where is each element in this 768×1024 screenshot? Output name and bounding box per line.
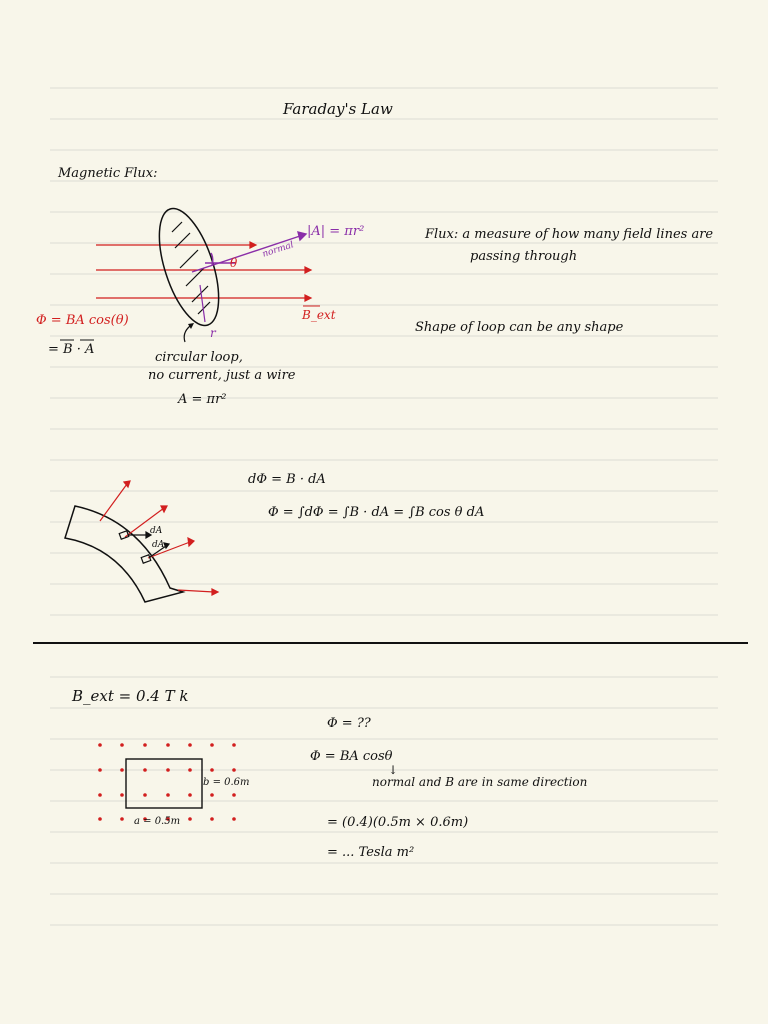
field-dot xyxy=(188,793,192,797)
dA-label-1: dA xyxy=(150,526,163,536)
field-dot xyxy=(166,768,170,772)
magnetic-flux-heading: Magnetic Flux: xyxy=(58,166,158,181)
normal-label: normal xyxy=(261,240,296,260)
field-dot xyxy=(232,768,236,772)
area-vector-label: |A| = πr² xyxy=(307,224,365,239)
flux-dot-product: = B · A xyxy=(48,342,95,357)
field-dot xyxy=(210,768,214,772)
direction-note: normal and B are in same direction xyxy=(372,775,588,789)
flux-definition-1: Flux: a measure of how many field lines are xyxy=(425,227,714,242)
flux-question: Φ = ?? xyxy=(327,716,371,731)
field-dot xyxy=(166,793,170,797)
field-dot xyxy=(232,793,236,797)
field-dot xyxy=(210,817,214,821)
field-dot xyxy=(166,743,170,747)
result: = ... Tesla m² xyxy=(327,845,415,860)
b-ext-value: B_ext = 0.4 T k xyxy=(72,687,189,705)
down-arrow: ↓ xyxy=(388,763,399,777)
shape-note: Shape of loop can be any shape xyxy=(415,320,624,335)
field-dot xyxy=(98,768,102,772)
field-dot xyxy=(232,743,236,747)
flux-definition-2: passing through xyxy=(470,249,578,264)
field-dot xyxy=(210,793,214,797)
field-dot xyxy=(188,768,192,772)
flux-equation: Φ = BA cos(θ) xyxy=(36,313,129,328)
area-equation: A = πr² xyxy=(178,392,227,407)
dA-label-2: dA xyxy=(152,540,165,550)
calculation: = (0.4)(0.5m × 0.6m) xyxy=(327,815,469,830)
a-dimension: a = 0.5m xyxy=(134,816,181,827)
dphi-equation: dΦ = B · dA xyxy=(248,472,326,487)
field-dot xyxy=(188,743,192,747)
field-dot xyxy=(98,743,102,747)
theta-label: θ xyxy=(230,256,238,270)
field-dot xyxy=(98,817,102,821)
integral-equation: Φ = ∫dΦ = ∫B · dA = ∫B cos θ dA xyxy=(268,505,485,520)
field-dot xyxy=(232,817,236,821)
field-dot xyxy=(120,743,124,747)
loop-label-1: circular loop, xyxy=(155,350,243,365)
field-dot xyxy=(98,793,102,797)
b-dimension: b = 0.6m xyxy=(203,777,250,788)
field-dot xyxy=(120,817,124,821)
field-dot xyxy=(143,743,147,747)
field-dot xyxy=(210,743,214,747)
field-dot xyxy=(120,793,124,797)
field-dot xyxy=(143,793,147,797)
loop-label-2: no current, just a wire xyxy=(148,368,296,383)
field-dot xyxy=(143,768,147,772)
flux-formula: Φ = BA cosθ xyxy=(310,749,393,764)
b-ext-label: B_ext xyxy=(302,308,336,322)
field-dot xyxy=(120,768,124,772)
page-title: Faraday's Law xyxy=(283,100,393,118)
radius-label: r xyxy=(210,326,216,340)
field-dot xyxy=(188,817,192,821)
